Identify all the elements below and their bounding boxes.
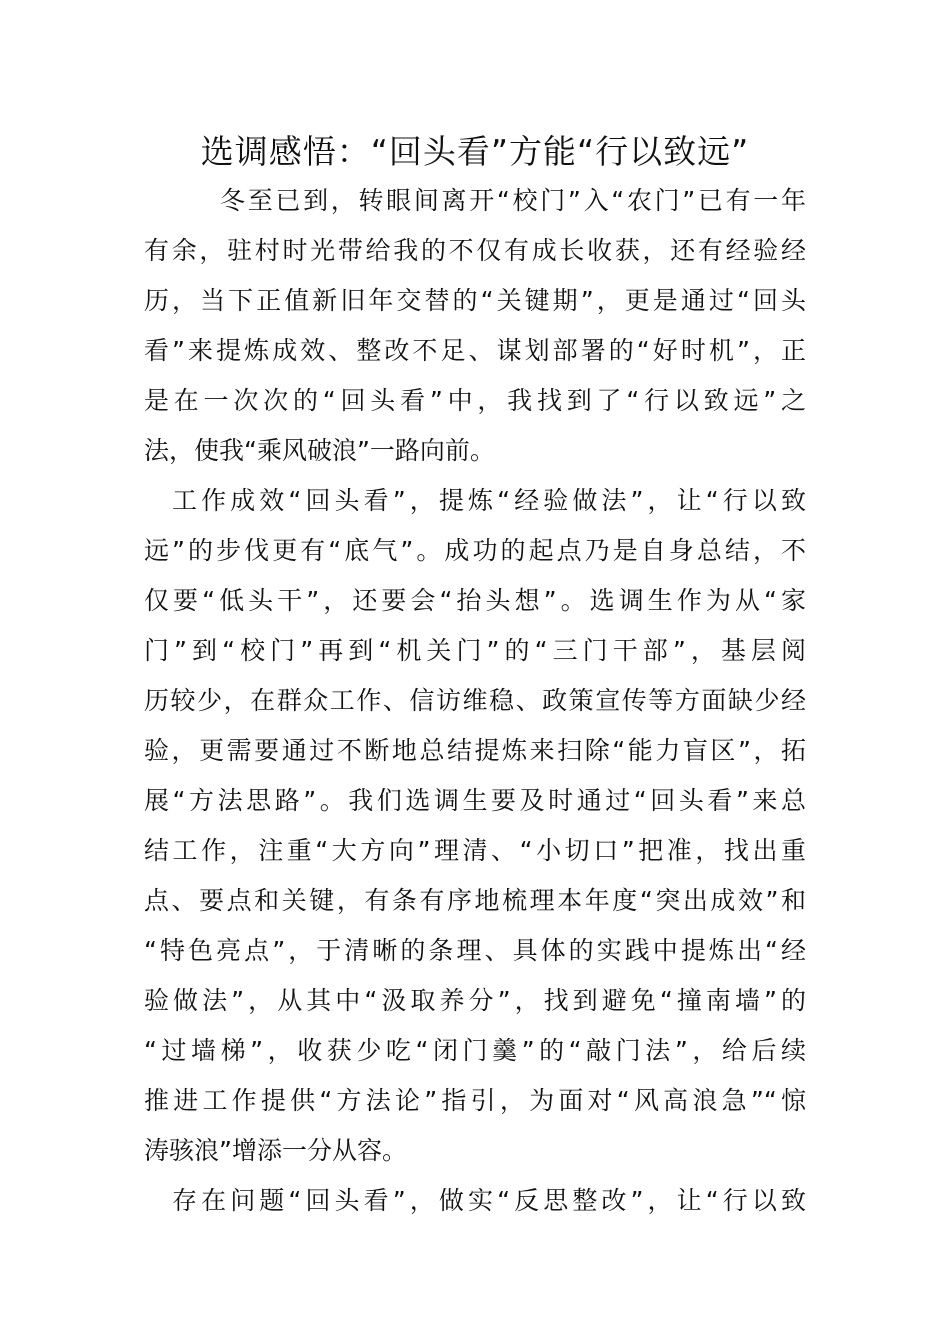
- text-line: 历较少，在群众工作、信访维稳、政策宣传等方面缺少经: [144, 686, 806, 715]
- text-line: 结工作，注重“大方向”理清、“小切口”把准，找出重: [144, 836, 806, 865]
- text-line: 涛骇浪”增添一分从容。: [144, 1136, 407, 1165]
- text-line: 看”来提炼成效、整改不足、谋划部署的“好时机”，正: [144, 336, 806, 365]
- text-line: 远”的步伐更有“底气”。成功的起点乃是自身总结，不: [144, 536, 806, 565]
- document-body: [144, 176, 806, 1226]
- text-line: 点、要点和关键，有条有序地梳理本年度“突出成效”和: [144, 886, 806, 915]
- text-line: 有余，驻村时光带给我的不仅有成长收获，还有经验经: [144, 236, 806, 265]
- paragraph-2: [144, 476, 806, 1176]
- text-line: 验，更需要通过不断地总结提炼来扫除“能力盲区”，拓: [144, 736, 806, 765]
- text-line: 展“方法思路”。我们选调生要及时通过“回头看”来总: [144, 786, 806, 815]
- text-line: “过墙梯”，收获少吃“闭门羹”的“敲门法”，给后续: [144, 1036, 806, 1065]
- paragraph-1: [144, 176, 806, 476]
- text-line: 存在问题“回头看”，做实“反思整改”，让“行以致: [172, 1186, 806, 1215]
- text-line: 历，当下正值新旧年交替的“关键期”，更是通过“回头: [144, 286, 806, 315]
- text-line: 法，使我“乘风破浪”一路向前。: [144, 436, 495, 465]
- document-title: 选调感悟：“回头看”方能“行以致远”: [200, 132, 750, 171]
- text-line: “特色亮点”，于清晰的条理、具体的实践中提炼出“经: [144, 936, 806, 965]
- text-line: 推进工作提供“方法论”指引，为面对“风高浪急”“惊: [144, 1086, 806, 1115]
- text-line: 冬至已到，转眼间离开“校门”入“农门”已有一年: [220, 186, 806, 215]
- text-line: 门”到“校门”再到“机关门”的“三门干部”，基层阅: [144, 636, 806, 665]
- paragraph-3: [144, 1176, 806, 1226]
- text-line: 是在一次次的“回头看”中，我找到了“行以致远”之: [144, 386, 806, 415]
- text-line: 验做法”，从其中“汲取养分”，找到避免“撞南墙”的: [144, 986, 806, 1015]
- text-line: 仅要“低头干”，还要会“抬头想”。选调生作为从“家: [144, 586, 806, 615]
- text-line: 工作成效“回头看”，提炼“经验做法”，让“行以致: [172, 486, 806, 515]
